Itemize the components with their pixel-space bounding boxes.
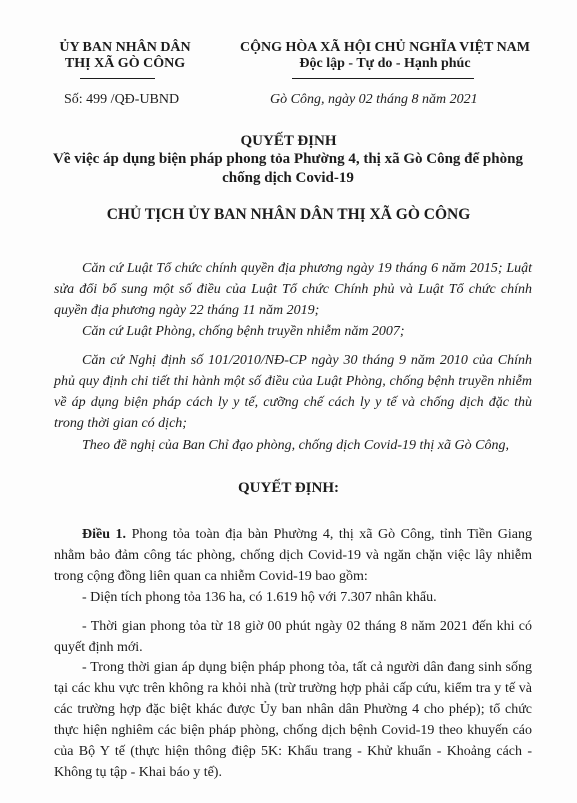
document-type: QUYẾT ĐỊNH	[240, 133, 337, 149]
agency-line-1: ỦY BAN NHÂN DÂN	[59, 40, 191, 55]
article-1-item: - Thời gian phong tỏa từ 18 giờ 00 phút ngày 02 tháng 8 năm 2021 đến khi có quyết định mới.	[54, 619, 532, 655]
agency-underline	[80, 78, 155, 79]
motto-underline	[292, 78, 474, 79]
article-1-item: - Diện tích phong tỏa 136 ha, có 1.619 hộ với 7.307 nhân khẩu.	[82, 590, 437, 605]
article-1-text: Phong tỏa toàn địa bàn Phường 4, thị xã Gò Công, tỉnh Tiền Giang nhằm bảo đảm công tác phòng, chống dịch Covid-19 và ngăn chặn việc lây nhiễm trong cộng đồng liên quan ca nhiễm Covid-19 bao gồm:	[54, 527, 533, 584]
nation-line-1: CỘNG HÒA XÃ HỘI CHỦ NGHĨA VIỆT NAM	[239, 40, 530, 55]
article-1-label: Điều 1.	[82, 527, 127, 542]
legal-basis-item: Căn cứ Luật Phòng, chống bệnh truyền nhiễm năm 2007;	[82, 324, 405, 339]
article-1	[54, 524, 532, 587]
document-subject: Về việc áp dụng biện pháp phong tỏa Phường 4, thị xã Gò Công để phòng chống dịch Covid-19	[53, 151, 523, 186]
issuing-agency	[40, 40, 210, 72]
document-number: Số: 499 /QĐ-UBND	[64, 92, 180, 107]
decision-heading: QUYẾT ĐỊNH:	[238, 480, 339, 496]
legal-basis-item: Căn cứ Luật Tổ chức chính quyền địa phương ngày 19 tháng 6 năm 2015; Luật sửa đổi bổ sung một số điều của Luật Tổ chức Chính phủ và Luật Tổ chức chính quyền địa phương ngày 22 tháng 11 năm 2019;	[54, 261, 532, 318]
nation-line-2: Độc lập - Tự do - Hạnh phúc	[299, 56, 471, 71]
article-1-item: - Trong thời gian áp dụng biện pháp phong tỏa, tất cả người dân đang sinh sống tại các khu vực trên không ra khỏi nhà (trừ trường hợp phải cấp cứu, kiểm tra y tế và các trường hợp đặc biệt khác được Ủy ban nhân dân Phường 4 cho phép); tổ chức thực hiện nghiêm các biện pháp phòng, chống dịch bệnh Covid-19 theo khuyến cáo của Bộ Y tế (thực hiện thông điệp 5K: Khẩu trang - Khử khuẩn - Khoảng cách - Không tụ tập - Khai báo y tế).	[54, 660, 532, 780]
legal-basis-item: Theo đề nghị của Ban Chỉ đạo phòng, chống dịch Covid-19 thị xã Gò Công,	[82, 438, 509, 453]
issuing-authority: CHỦ TỊCH ỦY BAN NHÂN DÂN THỊ XÃ GÒ CÔNG	[106, 206, 471, 223]
agency-line-2: THỊ XÃ GÒ CÔNG	[64, 56, 186, 71]
place-and-date: Gò Công, ngày 02 tháng 8 năm 2021	[270, 92, 478, 107]
national-motto	[220, 40, 550, 72]
legal-basis-item: Căn cứ Nghị định số 101/2010/NĐ-CP ngày 30 tháng 9 năm 2010 của Chính phủ quy định chi tiết thi hành một số điều của Luật Phòng, chống bệnh truyền nhiễm về áp dụng biện pháp cách ly y tế, cưỡng chế cách ly y tế và chống dịch đặc thù trong thời gian có dịch;	[54, 353, 532, 431]
